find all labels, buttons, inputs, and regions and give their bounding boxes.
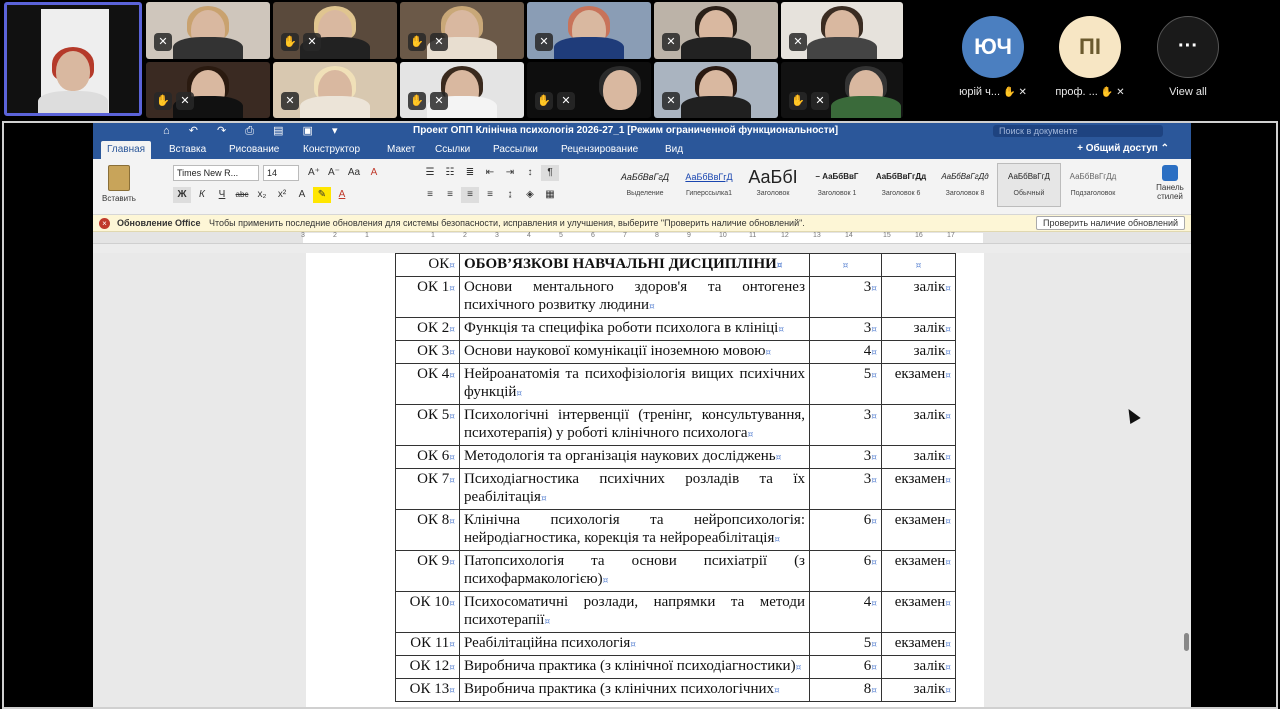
table-row[interactable]	[396, 510, 956, 551]
participant-face	[56, 51, 90, 91]
tab-design[interactable]: Конструктор	[303, 144, 361, 155]
mic-muted-icon: ✕	[662, 33, 680, 51]
more-dots-icon: ···	[1157, 16, 1219, 78]
video-tile[interactable]	[654, 62, 778, 118]
participant-avatar-2[interactable]	[1045, 16, 1135, 98]
cell-marker: ¤	[871, 640, 877, 650]
mic-muted-icon: ✕	[281, 92, 299, 110]
cell-marker: ¤	[945, 517, 951, 527]
participant-video-strip	[0, 0, 1280, 120]
table-row[interactable]	[396, 633, 956, 656]
mic-muted-icon: ✕	[1018, 87, 1027, 98]
course-code: ОК 5	[417, 407, 450, 423]
table-header-row: ОК¤ ОБОВ’ЯЗКОВІ НАВЧАЛЬНІ ДИСЦИПЛІНИ¤ ¤ ¤	[396, 254, 956, 277]
course-code: ОК 11	[410, 635, 450, 651]
reaction-icon: ✋	[281, 33, 299, 51]
style-item[interactable]: АаБбВвГгДд Заголовок 6	[875, 172, 927, 197]
cell-marker: ¤	[449, 412, 455, 422]
alignment-controls	[421, 187, 561, 203]
cell-marker: ¤	[945, 284, 951, 294]
participant-body	[38, 91, 108, 116]
video-tile[interactable]	[273, 62, 397, 118]
mic-muted-icon: ✕	[154, 33, 172, 51]
course-credits: 3	[863, 407, 872, 423]
cell-marker: ¤	[449, 453, 455, 463]
update-notice-bar	[93, 215, 1191, 232]
cell-marker: ¤	[871, 284, 877, 294]
superscript-icon[interactable]: x²	[277, 189, 287, 200]
course-name: Реабілітаційна психологія	[464, 635, 631, 651]
reaction-icon: ✋	[1100, 87, 1114, 98]
mic-muted-icon: ✕	[789, 33, 807, 51]
assessment-form: екзамен	[894, 366, 946, 382]
assessment-form: залік	[913, 658, 946, 674]
format-controls	[173, 187, 353, 203]
cell-marker: ¤	[871, 412, 877, 422]
cell-marker: ¤	[449, 348, 455, 358]
course-code: ОК 4	[417, 366, 450, 382]
cell-marker: ¤	[871, 663, 877, 673]
course-credits: 3	[863, 279, 872, 295]
cell-marker: ¤	[449, 686, 455, 696]
cell-marker: ¤	[765, 348, 772, 358]
shading-icon[interactable]: ◈	[526, 189, 534, 200]
reaction-icon: ✋	[408, 92, 426, 110]
clear-format-icon[interactable]: A	[370, 167, 378, 178]
text-effects-icon[interactable]: A	[298, 189, 306, 200]
course-name: Виробнича практика (з клінічних психологічних	[464, 681, 774, 697]
word-titlebar	[93, 123, 1191, 139]
assessment-form: екзамен	[894, 635, 946, 651]
course-name: Функція та специфіка роботи психолога в клініці	[464, 320, 779, 336]
video-tile-active-speaker[interactable]	[4, 2, 142, 116]
subscript-icon[interactable]: x₂	[257, 189, 267, 200]
increase-indent-icon[interactable]: ⇥	[505, 167, 515, 178]
course-code: ОК 13	[409, 681, 450, 697]
cell-marker: ¤	[945, 558, 951, 568]
styles-pane-button[interactable]: Панель стилей	[1153, 165, 1187, 201]
tab-references[interactable]: Ссылки	[435, 144, 471, 155]
tab-layout[interactable]: Макет	[387, 144, 416, 155]
assessment-form: залік	[913, 279, 946, 295]
course-credits: 8	[863, 681, 872, 697]
style-item[interactable]: АаБбВвГгДд Подзаголовок	[1069, 172, 1117, 197]
course-credits: 6	[863, 553, 872, 569]
video-tile[interactable]	[400, 62, 524, 118]
style-item[interactable]: – АаБбВвГ Заголовок 1	[815, 172, 859, 197]
table-row[interactable]	[396, 592, 956, 633]
course-code: ОК 2	[417, 320, 450, 336]
italic-icon[interactable]: К	[199, 189, 205, 200]
paste-button[interactable]: Вставить	[99, 165, 139, 203]
cell-marker: ¤	[871, 558, 877, 568]
multilevel-list-icon[interactable]: ≣	[465, 167, 475, 178]
style-item-selected[interactable]: АаБбВвГгД Обычный	[997, 163, 1061, 207]
notice-label: Обновление Office	[117, 218, 201, 228]
shrink-font-icon[interactable]: A⁻	[328, 167, 340, 178]
font-size-select[interactable]: 14	[263, 165, 299, 181]
reaction-icon: ✋	[535, 92, 553, 110]
cell-marker: ¤	[544, 617, 551, 627]
course-code: ОК 8	[417, 512, 450, 528]
course-code: ОК 6	[417, 448, 450, 464]
table-row[interactable]	[396, 679, 956, 702]
sort-icon[interactable]: ↕	[527, 167, 533, 178]
course-credits: 6	[863, 658, 872, 674]
mic-muted-icon: ✕	[176, 92, 194, 110]
line-spacing-icon[interactable]: ↨	[507, 189, 513, 200]
assessment-form: екзамен	[894, 553, 946, 569]
cell-marker: ¤	[795, 663, 802, 673]
tab-draw[interactable]: Рисование	[229, 144, 280, 155]
style-item[interactable]: АаБбВвГгД Гиперссылка1	[685, 172, 733, 197]
course-name: Методологія та організація наукових досліджень	[464, 448, 776, 464]
tab-insert[interactable]: Вставка	[169, 144, 207, 155]
video-tile[interactable]	[146, 2, 270, 59]
mic-muted-icon: ✕	[430, 92, 448, 110]
close-icon[interactable]: ×	[99, 218, 110, 229]
course-credits: 4	[863, 594, 872, 610]
document-page[interactable]	[306, 253, 984, 709]
document-title: Проект ОПП Клінічна психологія 2026-27_1 [Режим ограниченной функциональности]	[413, 125, 839, 136]
curriculum-table[interactable]	[395, 253, 956, 702]
table-row[interactable]	[396, 277, 956, 318]
cell-marker: ¤	[449, 558, 455, 568]
style-item[interactable]: АаБбI Заголовок	[748, 167, 798, 197]
reaction-icon: ✋	[154, 92, 172, 110]
styles-gallery	[613, 163, 1133, 209]
share-button[interactable]: + Общий доступ ⌃	[1077, 143, 1169, 154]
search-input[interactable]: Поиск в документе	[993, 125, 1163, 137]
course-name: Психологічні інтервенції (тренінг, консультування, психотерапія) у роботі клінічного психолога	[464, 407, 805, 441]
cell-marker: ¤	[871, 476, 877, 486]
course-name: Клінічна психологія та нейропсихологія: нейродіагностика, корекція та нейрореабілітація	[464, 512, 805, 546]
style-item[interactable]: АаБбВвГгД Выделение	[620, 172, 670, 197]
cell-marker: ¤	[774, 535, 781, 545]
assessment-form: екзамен	[894, 471, 946, 487]
cell-marker: ¤	[449, 325, 455, 335]
highlight-icon[interactable]: ✎	[313, 187, 331, 203]
assessment-form: залік	[913, 407, 946, 423]
avatar: ЮЧ	[962, 16, 1024, 78]
cell-marker: ¤	[449, 371, 455, 381]
align-left-icon[interactable]: ≡	[427, 189, 433, 200]
cell-marker: ¤	[871, 453, 877, 463]
course-credits: 3	[863, 320, 872, 336]
table-row[interactable]	[396, 318, 956, 341]
shared-screen	[2, 121, 1278, 709]
cell-marker: ¤	[945, 599, 951, 609]
cell-marker: ¤	[449, 517, 455, 527]
styles-pane-icon	[1162, 165, 1178, 181]
align-right-icon[interactable]: ≡	[461, 187, 479, 203]
course-name: Психосоматичні розлади, напрямки та методи психотерапії	[464, 594, 805, 628]
ruler-text-area	[303, 233, 983, 243]
table-row[interactable]	[396, 341, 956, 364]
participant-name: проф. ...	[1055, 86, 1098, 98]
video-tile[interactable]	[654, 2, 778, 59]
reaction-icon: ✋	[789, 92, 807, 110]
align-center-icon[interactable]: ≡	[447, 189, 453, 200]
document-canvas[interactable]	[93, 253, 1191, 709]
underline-icon[interactable]: Ч	[218, 189, 226, 200]
course-code: ОК 12	[409, 658, 450, 674]
cell-marker: ¤	[871, 599, 877, 609]
grow-font-icon[interactable]: A⁺	[308, 167, 320, 178]
cell-marker: ¤	[871, 348, 877, 358]
cell-marker: ¤	[449, 663, 455, 673]
cell-marker: ¤	[449, 599, 455, 609]
course-name: Основи наукової комунікації іноземною мовою	[464, 343, 766, 359]
tab-home[interactable]: Главная	[101, 141, 151, 159]
cell-marker: ¤	[945, 640, 951, 650]
reaction-icon: ✋	[408, 33, 426, 51]
font-color-icon[interactable]: A	[338, 189, 346, 200]
ribbon-tabs	[93, 139, 1191, 159]
assessment-form: залік	[913, 343, 946, 359]
table-row[interactable]	[396, 469, 956, 510]
justify-icon[interactable]: ≡	[487, 189, 493, 200]
video-tile[interactable]	[273, 2, 397, 59]
check-updates-button[interactable]: Проверить наличие обновлений	[1036, 216, 1185, 230]
change-case-icon[interactable]: Aa	[347, 167, 361, 178]
avatar: ПІ	[1059, 16, 1121, 78]
word-window	[93, 123, 1191, 709]
cell-marker: ¤	[630, 640, 637, 650]
assessment-form: залік	[913, 681, 946, 697]
course-credits: 6	[863, 512, 872, 528]
course-code: ОК 10	[409, 594, 450, 610]
cell-marker: ¤	[747, 430, 754, 440]
table-row[interactable]	[396, 656, 956, 679]
mic-muted-icon: ✕	[557, 92, 575, 110]
view-all-label: View all	[1169, 86, 1207, 98]
strikethrough-icon[interactable]: abc	[235, 190, 249, 199]
course-credits: 5	[863, 635, 872, 651]
course-code: ОК 1	[417, 279, 450, 295]
participant-avatar-1[interactable]	[948, 16, 1038, 98]
participant-name: юрій ч...	[959, 86, 1001, 98]
mic-muted-icon: ✕	[430, 33, 448, 51]
cell-marker: ¤	[516, 389, 523, 399]
decrease-indent-icon[interactable]: ⇤	[485, 167, 495, 178]
cell-marker: ¤	[449, 476, 455, 486]
cell-marker: ¤	[945, 325, 951, 335]
tab-view[interactable]: Вид	[665, 144, 684, 155]
table-row[interactable]	[396, 551, 956, 592]
cell-marker: ¤	[778, 325, 785, 335]
course-name: Психодіагностика психічних розладів та їх реабілітація	[464, 471, 805, 505]
assessment-form: екзамен	[894, 512, 946, 528]
table-row[interactable]	[396, 405, 956, 446]
numbering-icon[interactable]: ☷	[445, 167, 455, 178]
course-name: Патопсихологія та основи психіатрії (з психофармакологією)	[464, 553, 805, 587]
mic-muted-icon: ✕	[535, 33, 553, 51]
cell-marker: ¤	[871, 686, 877, 696]
cell-marker: ¤	[775, 453, 782, 463]
table-row[interactable]	[396, 364, 956, 405]
cell-marker: ¤	[945, 453, 951, 463]
cell-marker: ¤	[540, 494, 547, 504]
video-tile[interactable]	[527, 2, 651, 59]
bullets-icon[interactable]: ☰	[425, 167, 435, 178]
cell-marker: ¤	[871, 325, 877, 335]
course-name: Основи ментального здоров'я та онтогенез психічного розвитку людини	[464, 279, 805, 313]
assessment-form: залік	[913, 448, 946, 464]
reaction-icon: ✋	[1003, 87, 1016, 98]
course-code: ОК 3	[417, 343, 450, 359]
course-credits: 4	[863, 343, 872, 359]
show-marks-icon[interactable]: ¶	[541, 165, 559, 181]
mic-muted-icon: ✕	[662, 92, 680, 110]
course-code: ОК 7	[417, 471, 450, 487]
course-credits: 5	[863, 366, 872, 382]
video-tile[interactable]	[527, 62, 651, 118]
tab-mailings[interactable]: Рассылки	[493, 144, 538, 155]
video-tile[interactable]	[400, 2, 524, 59]
course-credits: 3	[863, 471, 872, 487]
font-size-controls	[305, 165, 385, 181]
notice-message: Чтобы применить последние обновления для системы безопасности, исправления и улучшения, выберите "Проверить наличие обновлений".	[209, 218, 805, 228]
mic-muted-icon: ✕	[303, 33, 321, 51]
video-tile[interactable]	[146, 62, 270, 118]
video-tile[interactable]	[781, 62, 903, 118]
cell-marker: ¤	[871, 517, 877, 527]
cell-marker: ¤	[774, 686, 780, 696]
course-code: ОК 9	[417, 553, 450, 569]
cell-marker: ¤	[449, 640, 455, 650]
cell-marker: ¤	[649, 302, 655, 312]
bold-icon[interactable]: Ж	[173, 187, 191, 203]
view-all-button[interactable]	[1143, 16, 1233, 98]
clipboard-icon	[108, 165, 130, 191]
mic-muted-icon: ✕	[1116, 87, 1125, 98]
cell-marker: ¤	[871, 371, 877, 381]
borders-icon[interactable]: ▦	[545, 189, 555, 200]
header-code: ОК	[428, 256, 450, 272]
cell-marker: ¤	[945, 412, 951, 422]
horizontal-ruler[interactable]: 3 2 1 1 2 3 4 5 6 7 8 9 10 11 12 13 14 15 16 17	[93, 232, 1191, 244]
cell-marker: ¤	[945, 476, 951, 486]
cell-marker: ¤	[945, 686, 951, 696]
header-title: ОБОВ’ЯЗКОВІ НАВЧАЛЬНІ ДИСЦИПЛІНИ	[464, 256, 777, 272]
cell-marker: ¤	[945, 348, 951, 358]
video-tile[interactable]	[781, 2, 903, 59]
cell-marker: ¤	[945, 371, 951, 381]
course-name: Нейроанатомія та психофізіологія вищих психічних функцій	[464, 366, 805, 400]
assessment-form: екзамен	[894, 594, 946, 610]
font-name-select[interactable]: Times New R...	[173, 165, 259, 181]
mic-muted-icon: ✕	[811, 92, 829, 110]
course-name: Виробнича практика (з клінічної психодіагностики)	[464, 658, 796, 674]
cell-marker: ¤	[602, 576, 609, 586]
style-item[interactable]: АаБбВвГгДд Заголовок 8	[941, 172, 989, 197]
quick-access-toolbar[interactable]: ⌂ ↶ ↷ ⎙ ▤ ▣ ▾	[163, 125, 346, 137]
vertical-scrollbar[interactable]	[1184, 633, 1189, 651]
paragraph-controls	[421, 165, 561, 181]
cell-marker: ¤	[449, 284, 455, 294]
course-credits: 3	[863, 448, 872, 464]
assessment-form: залік	[913, 320, 946, 336]
ribbon-home	[93, 159, 1191, 215]
tab-review[interactable]: Рецензирование	[561, 144, 639, 155]
table-row[interactable]	[396, 446, 956, 469]
cell-marker: ¤	[945, 663, 951, 673]
